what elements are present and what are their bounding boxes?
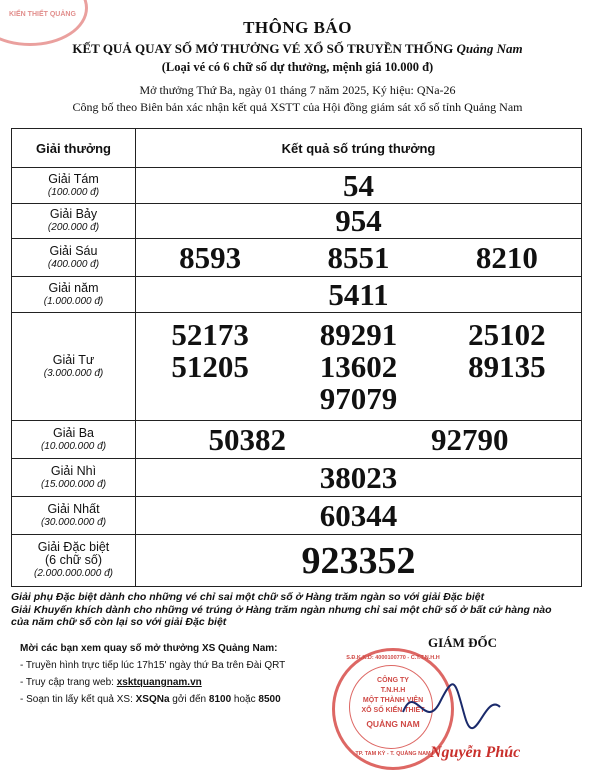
winning-number: 8551	[327, 239, 390, 275]
results-table	[11, 128, 582, 587]
prize-row-3	[12, 421, 582, 459]
prize-label: Giải Sáu (400.000 đ)	[12, 239, 136, 277]
col-prize-header: Giải thưởng	[12, 129, 136, 168]
winning-number: 52173	[171, 316, 249, 352]
prize-row-8	[12, 168, 582, 204]
prize-label: Giải Ba (10.000.000 đ)	[12, 421, 136, 459]
prize-numbers	[136, 459, 582, 497]
winning-number: 923352	[301, 539, 416, 582]
subtitle-main: KẾT QUẢ QUAY SỐ MỞ THƯỞNG VÉ XỔ SỐ TRUYỀN THỐNG	[72, 41, 454, 56]
prize-row-6	[12, 239, 582, 277]
prize-label: Giải Nhì (15.000.000 đ)	[12, 459, 136, 497]
winning-number: 25102	[468, 316, 546, 352]
winning-number: 5411	[328, 276, 389, 312]
prize-numbers	[136, 497, 582, 535]
winning-number: 54	[343, 167, 374, 203]
info-block	[20, 640, 285, 708]
draw-info: Mở thưởng Thứ Ba, ngày 01 tháng 7 năm 2025, Ký hiệu: QNa-26	[139, 83, 456, 97]
prize-numbers	[136, 535, 582, 587]
note-line: của năm chữ số còn lại so với giải Đặc biệt	[11, 616, 227, 628]
top-stamp-text: KIẾN THIẾT QUẢNG	[9, 11, 76, 18]
note-line: Giải phụ Đặc biệt dành cho những vé chỉ sai một chữ số ở Hàng trăm ngàn so với giải Đặc biệt	[11, 591, 485, 603]
winning-number: 954	[335, 203, 382, 238]
web-link[interactable]: xsktquangnam.vn	[116, 677, 202, 688]
info-sms: - Soạn tin lấy kết quả XS: XSQNa gởi đến 8100 hoặc 8500	[20, 694, 281, 705]
prize-numbers	[136, 277, 582, 313]
winning-number: 92790	[431, 421, 509, 457]
prize-row-4	[12, 313, 582, 421]
info-intro: Mời các bạn xem quay số mở thưởng XS Quảng Nam:	[20, 643, 278, 654]
page-subtitle	[0, 41, 595, 57]
company-stamp: S.Đ.K.K.D: 4000100770 - C.T.T.N.H.H CÔNG TY T.N.H.H MỘT THÀNH VIÊN XỔ SỐ KIẾN THIẾT QUẢNG NAM TP. TAM KỲ - T. QUẢNG NAM	[332, 648, 454, 770]
prize-numbers	[136, 204, 582, 239]
winning-number: 89291	[319, 316, 398, 352]
col-result-header: Kết quả số trúng thưởng	[136, 129, 582, 168]
notes-block	[11, 591, 586, 629]
prize-row-5	[12, 277, 582, 313]
winning-number: 97079	[319, 380, 398, 416]
info-tv: - Truyền hình trực tiếp lúc 17h15' ngày thứ Ba trên Đài QRT	[20, 660, 286, 671]
prize-label: Giải năm (1.000.000 đ)	[12, 277, 136, 313]
prize-label: Giải Bảy (200.000 đ)	[12, 204, 136, 239]
winning-number: 13602	[319, 348, 398, 384]
winning-number: 8210	[475, 239, 538, 275]
prize-label: Giải Đặc biệt (6 chữ số) (2.000.000.000 đ)	[12, 535, 136, 587]
winning-number: 50382	[208, 421, 286, 457]
winning-number: 60344	[319, 497, 398, 533]
table-header	[12, 129, 582, 168]
winning-number: 38023	[319, 459, 398, 495]
prize-row-2	[12, 459, 582, 497]
signature-name: Nguyễn Phúc	[430, 744, 521, 761]
prize-label: Giải Tư (3.000.000 đ)	[12, 313, 136, 421]
prize-label: Giải Nhất (30.000.000 đ)	[12, 497, 136, 535]
prize-label: Giải Tám (100.000 đ)	[12, 168, 136, 204]
page-title: THÔNG BÁO	[243, 18, 352, 37]
director-title: GIÁM ĐỐC	[428, 635, 497, 650]
prize-numbers	[136, 313, 582, 421]
prize-numbers	[136, 168, 582, 204]
ticket-type: (Loại vé có 6 chữ số dự thưởng, mệnh giá 10.000 đ)	[161, 60, 434, 74]
signature-scribble	[395, 672, 505, 742]
subtitle-brand: Quảng Nam	[456, 41, 523, 56]
prize-numbers	[136, 239, 582, 277]
winning-number: 8593	[179, 239, 242, 275]
prize-row-7	[12, 204, 582, 239]
prize-row-1	[12, 497, 582, 535]
note-line: Giải Khuyến khích dành cho những vé trúng ở Hàng trăm ngàn nhưng chỉ sai một chữ số ở bất cứ hàng nào	[11, 603, 552, 616]
prize-row-special	[12, 535, 582, 587]
announce-text: Công bố theo Biên bản xác nhận kết quả XSTT của Hội đồng giám sát xổ số tỉnh Quảng Nam	[72, 100, 523, 114]
winning-number: 51205	[171, 348, 249, 384]
prize-numbers	[136, 421, 582, 459]
winning-number: 89135	[468, 348, 546, 384]
info-web: - Truy cập trang web: xsktquangnam.vn	[20, 677, 202, 688]
